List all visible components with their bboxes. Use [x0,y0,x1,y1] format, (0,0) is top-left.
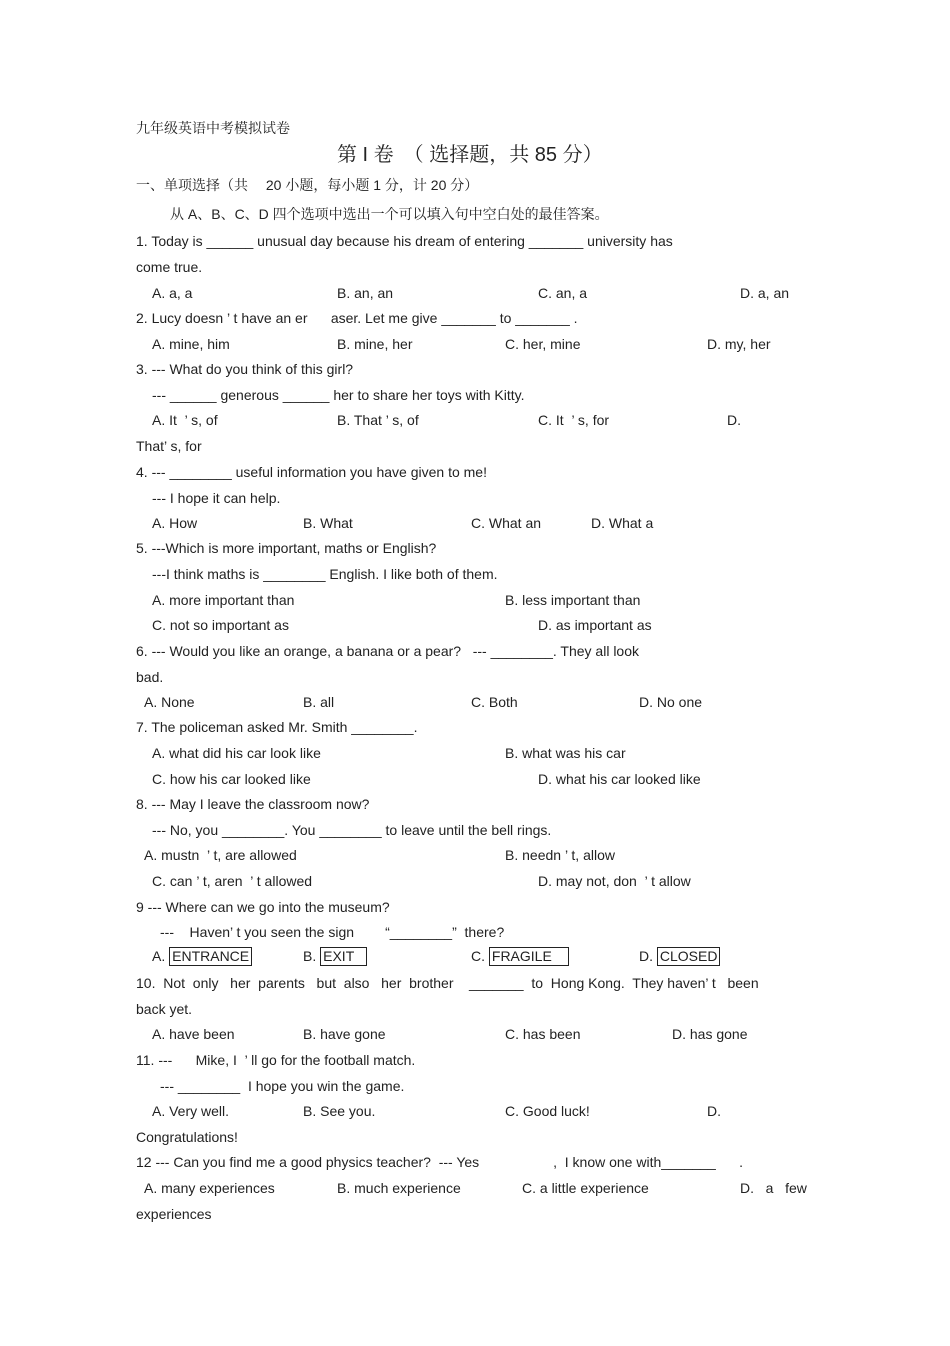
q1-stem-cont: come true. [136,259,203,275]
q3-option-b: B. That ’ s, of [337,412,419,428]
q2-option-d: D. my, her [707,336,771,352]
q8-option-d: D. may not, don ’ t allow [538,873,691,889]
q2-option-a: A. mine, him [152,336,230,352]
q10-option-d: D. has gone [672,1026,748,1042]
q8-option-a: A. mustn ’ t, are allowed [144,847,297,863]
section-title: 第 I 卷 （ 选择题，共 85 分） [337,144,603,166]
q5-stem-cont: ---I think maths is ________ English. I like both of them. [152,566,498,582]
q12-option-d: D. a few [740,1180,807,1196]
q11-stem-cont: --- ________ I hope you win the game. [160,1078,405,1094]
q9-option-b-letter: B. [303,948,321,964]
q1-option-d: D. a, an [740,285,790,301]
q11-option-c: C. Good luck! [505,1103,590,1119]
q5-option-d: D. as important as [538,617,652,633]
q12-option-d-cont: experiences [136,1206,212,1222]
q10-stem: 10. Not only her parents but also her brother _______ to Hong Kong. They haven’ t been [136,975,759,991]
q3-stem-cont: --- ______ generous ______ her to share her toys with Kitty. [152,387,525,403]
q3-option-d-cont: That’ s, for [136,438,202,454]
q2-option-b: B. mine, her [337,336,413,352]
q10-option-b: B. have gone [303,1026,386,1042]
q9-sign-exit: EXIT [320,947,367,966]
q5-option-c: C. not so important as [152,617,289,633]
q1-option-c: C. an, a [538,285,588,301]
q7-option-c: C. how his car looked like [152,771,311,787]
q6-option-a: A. None [144,694,195,710]
q8-option-b: B. needn ’ t, allow [505,847,615,863]
q8-stem-cont: --- No, you ________. You ________ to leave until the bell rings. [152,822,552,838]
q12-stem: 12 --- Can you find me a good physics teacher? --- Yes , I know one with_______ . [136,1154,743,1170]
q5-option-b: B. less important than [505,592,641,608]
q4-option-b: B. What [303,515,353,531]
q12-option-c: C. a little experience [522,1180,649,1196]
q11-option-a: A. Very well. [152,1103,230,1119]
q8-option-c: C. can ’ t, aren ’ t allowed [152,873,313,889]
q9-sign-closed: CLOSED [657,947,721,966]
q1-option-a: A. a, a [152,285,193,301]
q4-stem-cont: --- I hope it can help. [152,490,281,506]
q2-option-c: C. her, mine [505,336,581,352]
q9-option-a-letter: A. [152,948,170,964]
q4-stem: 4. --- ________ useful information you have given to me! [136,464,487,480]
q11-option-d-cont: Congratulations! [136,1129,238,1145]
q6-option-d: D. No one [639,694,703,710]
q5-option-a: A. more important than [152,592,295,608]
q9-option-d [639,947,720,966]
q10-option-c: C. has been [505,1026,581,1042]
q1-stem: 1. Today is ______ unusual day because his dream of entering _______ university has [136,233,673,249]
q1-option-b: B. an, an [337,285,394,301]
q11-option-d: D. [707,1103,721,1119]
q6-option-b: B. all [303,694,335,710]
q2-stem: 2. Lucy doesn ’ t have an er aser. Let me give _______ to _______ . [136,310,578,326]
q7-option-b: B. what was his car [505,745,626,761]
q5-stem: 5. ---Which is more important, maths or English? [136,540,437,556]
q7-option-d: D. what his car looked like [538,771,701,787]
q6-stem: 6. --- Would you like an orange, a banana or a pear? --- ________. They all look [136,643,640,659]
q3-option-c: C. It ’ s, for [538,412,610,428]
q7-option-a: A. what did his car look like [152,745,321,761]
q4-option-d: D. What a [591,515,654,531]
instructions: 从 A、B、C、D 四个选项中选出一个可以填入句中空白处的最佳答案。 [170,206,609,222]
q7-stem: 7. The policeman asked Mr. Smith ________. [136,719,418,735]
q10-option-a: A. have been [152,1026,235,1042]
q3-option-d: D. [727,412,741,428]
q11-option-b: B. See you. [303,1103,376,1119]
part1-heading: 一、单项选择（共 20 小题，每小题 1 分，计 20 分） [136,177,479,193]
q3-stem: 3. --- What do you think of this girl? [136,361,354,377]
q11-stem: 11. --- Mike, I ’ ll go for the football match. [136,1052,416,1068]
q6-option-c: C. Both [471,694,518,710]
q9-stem-cont: --- Haven’ t you seen the sign “________” there? [160,924,505,940]
q10-stem-cont: back yet. [136,1001,193,1017]
q9-option-c-letter: C. [471,948,489,964]
q12-option-a: A. many experiences [144,1180,275,1196]
q3-option-a: A. It ’ s, of [152,412,218,428]
q9-option-c [471,947,569,966]
q8-stem: 8. --- May I leave the classroom now? [136,796,370,812]
q9-sign-fragile: FRAGILE [489,947,569,966]
q9-option-b [303,947,367,966]
q4-option-c: C. What an [471,515,542,531]
q6-stem-cont: bad. [136,669,164,685]
q9-option-d-letter: D. [639,948,657,964]
q9-sign-entrance: ENTRANCE [169,947,252,966]
q12-option-b: B. much experience [337,1180,461,1196]
q9-stem: 9 --- Where can we go into the museum? [136,899,390,915]
q4-option-a: A. How [152,515,198,531]
document-title: 九年级英语中考模拟试卷 [136,120,290,136]
q9-option-a [152,947,252,966]
